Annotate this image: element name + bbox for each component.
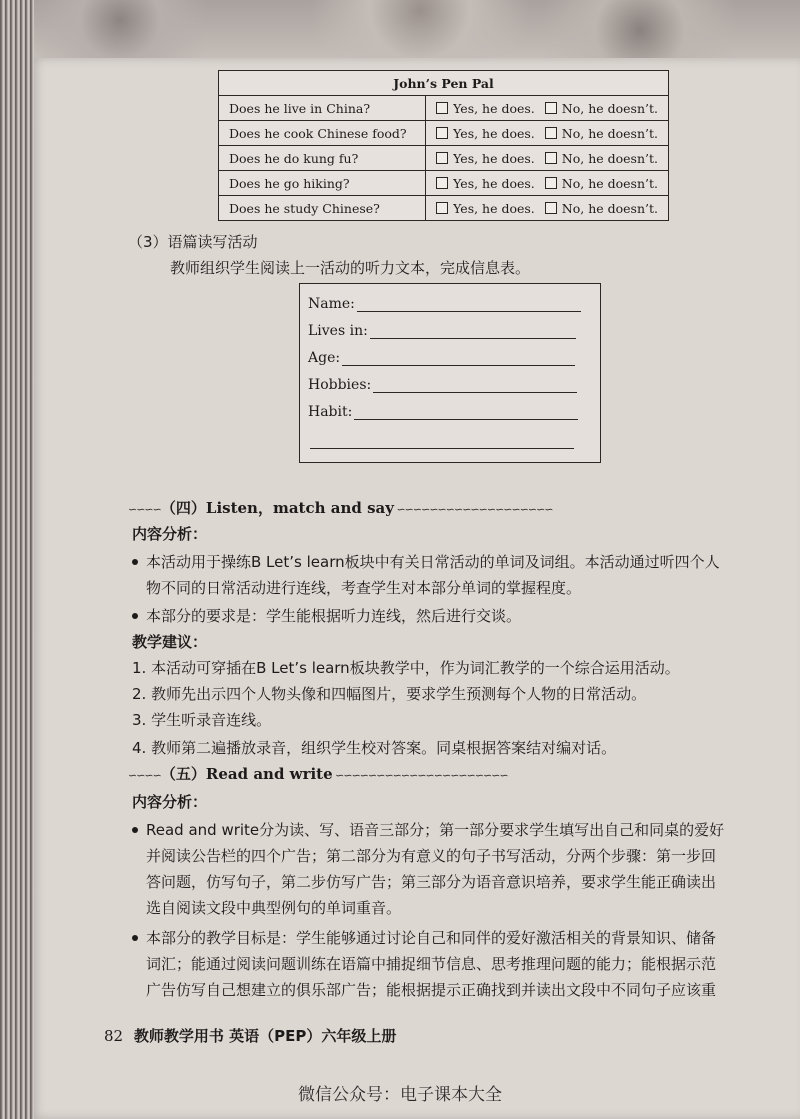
question-cell: Does he study Chinese? — [219, 196, 426, 221]
pen-pal-table — [218, 70, 669, 221]
question-cell: Does he live in China? — [219, 96, 426, 121]
checkbox-icon[interactable] — [436, 202, 448, 214]
name-field[interactable]: Name: — [308, 296, 581, 312]
checkbox-icon[interactable] — [436, 152, 448, 164]
bullet-icon — [132, 827, 138, 833]
lives-in-field[interactable]: Lives in: — [308, 323, 576, 339]
no-option[interactable]: No, he doesn’t. — [545, 151, 658, 166]
bullet-icon — [132, 559, 138, 565]
part5-bullet1-cont: 选自阅读文段中典型例句的单词重音。 — [146, 899, 402, 917]
page-number: 82 — [104, 1027, 124, 1045]
part5-heading: ∽∽∽∽（五）Read and write ∽∽∽∽∽∽∽∽∽∽∽∽∽∽∽∽∽∽∽∽∽ — [128, 765, 508, 783]
watermark-text: 微信公众号：电子课本大全 — [298, 1085, 502, 1105]
yes-option[interactable]: Yes, he does. — [436, 176, 535, 191]
part4-heading: ∽∽∽∽（四）Listen，match and say ∽∽∽∽∽∽∽∽∽∽∽∽∽∽∽∽∽∽∽ — [128, 499, 553, 517]
part5-analysis-title: 内容分析： — [132, 793, 208, 811]
part5-bullet1-cont: 并阅读公告栏的四个广告；第二部分为有意义的句子书写活动，分两个步骤：第一步回 — [146, 847, 717, 865]
no-option[interactable]: No, he doesn’t. — [545, 176, 658, 191]
answer-cell — [426, 146, 669, 171]
no-option[interactable]: No, he doesn’t. — [545, 201, 658, 216]
yes-option[interactable]: Yes, he does. — [436, 151, 535, 166]
checkbox-icon[interactable] — [545, 177, 557, 189]
part4-step2: 2. 教师先出示四个人物头像和四幅图片，要求学生预测每个人物的日常活动。 — [132, 685, 647, 703]
checkbox-icon[interactable] — [545, 202, 557, 214]
table-title: John’s Pen Pal — [219, 71, 669, 96]
answer-cell — [426, 171, 669, 196]
book-title: 教师教学用书 英语（PEP）六年级上册 — [133, 1027, 397, 1045]
checkbox-icon[interactable] — [436, 102, 448, 114]
part4-bullet1-cont: 物不同的日常活动进行连线，考查学生对本部分单词的掌握程度。 — [146, 579, 582, 597]
part5-bullet2-cont: 词汇；能通过阅读问题训练在语篇中捕捉细节信息、思考推理问题的能力；能根据示范 — [146, 955, 717, 973]
habit-field[interactable]: Habit: — [308, 404, 578, 420]
part5-bullet1: Read and write分为读、写、语音三部分；第一部分要求学生填写出自己和同桌的爱好 — [130, 820, 724, 840]
question-cell: Does he cook Chinese food? — [219, 121, 426, 146]
part4-analysis-title: 内容分析： — [132, 525, 208, 543]
checkbox-icon[interactable] — [545, 102, 557, 114]
part4-bullet2: 本部分的要求是：学生能根据听力连线，然后进行交谈。 — [130, 606, 521, 626]
part5-bullet2: 本部分的教学目标是：学生能够通过讨论自己和同伴的爱好激活相关的背景知识、储备 — [130, 928, 716, 948]
part4-bullet1: 本活动用于操练B Let’s learn板块中有关日常活动的单词及词组。本活动通过听四个人 — [130, 552, 720, 572]
table-row — [219, 121, 669, 146]
part5-bullet2-cont: 广告仿写自己想建立的俱乐部广告；能根据提示正确找到并读出文段中不同句子应该重 — [146, 981, 717, 999]
info-form — [299, 283, 601, 463]
wavy-divider-icon: ∽∽∽∽ — [128, 503, 161, 516]
checkbox-icon[interactable] — [436, 127, 448, 139]
no-option[interactable]: No, he doesn’t. — [545, 101, 658, 116]
wavy-divider-icon: ∽∽∽∽ — [128, 769, 161, 782]
question-cell: Does he go hiking? — [219, 171, 426, 196]
wavy-divider-icon: ∽∽∽∽∽∽∽∽∽∽∽∽∽∽∽∽∽∽∽∽∽ — [332, 769, 508, 782]
table-row — [219, 171, 669, 196]
checkbox-icon[interactable] — [545, 127, 557, 139]
table-row — [219, 146, 669, 171]
table-row — [219, 96, 669, 121]
bullet-icon — [132, 935, 138, 941]
wavy-divider-icon: ∽∽∽∽∽∽∽∽∽∽∽∽∽∽∽∽∽∽∽ — [393, 503, 553, 516]
section3-heading: （3）语篇读写活动 — [128, 233, 258, 251]
part4-suggest-title: 教学建议： — [132, 633, 208, 651]
table-row — [219, 196, 669, 221]
no-option[interactable]: No, he doesn’t. — [545, 126, 658, 141]
part4-step1: 1. 本活动可穿插在B Let’s learn板块教学中，作为词汇教学的一个综合运用活动。 — [132, 659, 680, 677]
part4-step4: 4. 教师第二遍播放录音，组织学生校对答案。同桌根据答案结对编对话。 — [132, 739, 617, 757]
page-footer — [104, 1025, 396, 1046]
checkbox-icon[interactable] — [545, 152, 557, 164]
checkbox-icon[interactable] — [436, 177, 448, 189]
yes-option[interactable]: Yes, he does. — [436, 101, 535, 116]
extra-line[interactable] — [308, 434, 574, 449]
bullet-icon — [132, 613, 138, 619]
age-field[interactable]: Age: — [308, 350, 575, 366]
hobbies-field[interactable]: Hobbies: — [308, 377, 577, 393]
question-cell: Does he do kung fu? — [219, 146, 426, 171]
answer-cell — [426, 121, 669, 146]
answer-cell — [426, 96, 669, 121]
yes-option[interactable]: Yes, he does. — [436, 201, 535, 216]
answer-cell — [426, 196, 669, 221]
part4-step3: 3. 学生听录音连线。 — [132, 711, 272, 729]
part5-bullet1-cont: 答问题，仿写句子，第二步仿写广告；第三部分为语音意识培养，要求学生能正确读出 — [146, 873, 717, 891]
section3-instruction: 教师组织学生阅读上一活动的听力文本，完成信息表。 — [170, 259, 531, 277]
yes-option[interactable]: Yes, he does. — [436, 126, 535, 141]
